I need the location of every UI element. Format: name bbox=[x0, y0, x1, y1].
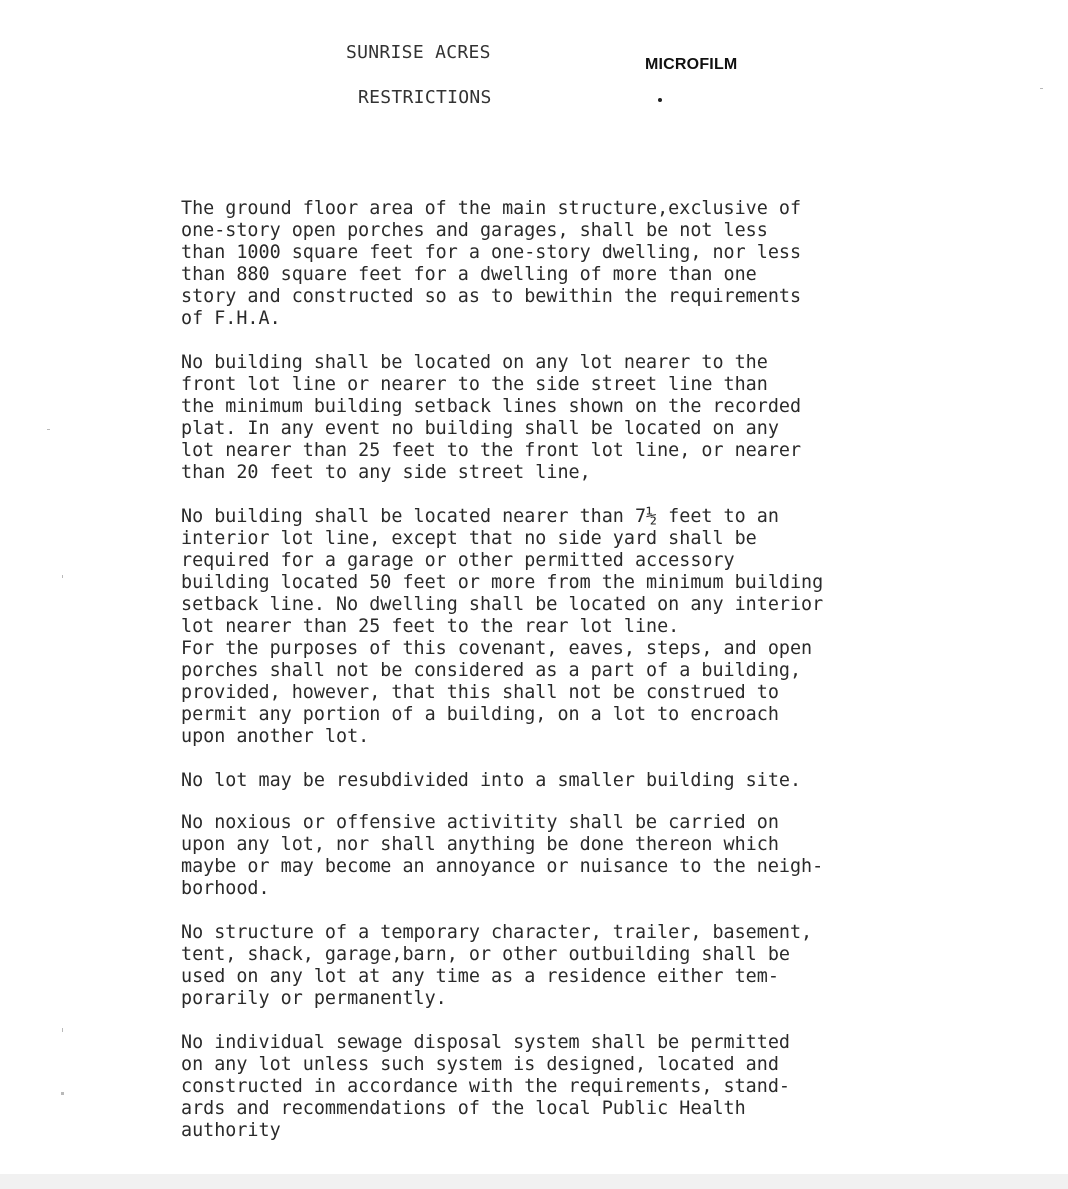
ink-speck bbox=[658, 98, 662, 102]
restriction-nuisance: No noxious or offensive activitity shall be carried on upon any lot, nor shall anything be done thereon which maybe or may become an annoyance or nuisance to the neigh- borhood. bbox=[181, 812, 824, 899]
scan-speck bbox=[62, 1028, 63, 1032]
restriction-front-setback: No building shall be located on any lot nearer to the front lot line or nearer to the side street line than the minimum building setback lines shown on the recorded plat. In any event no building shall be located on any lot nearer than 25 feet to the front lot line, or nearer than 20 feet to any side street line, bbox=[181, 352, 802, 483]
scan-speck bbox=[62, 575, 63, 578]
restrictions-body bbox=[181, 198, 941, 1142]
scan-speck bbox=[47, 429, 50, 430]
document-title: SUNRISE ACRES bbox=[346, 42, 491, 63]
scan-speck bbox=[1040, 88, 1043, 89]
document-subtitle: RESTRICTIONS bbox=[358, 87, 492, 108]
restriction-sewage: No individual sewage disposal system shall be permitted on any lot unless such system is designed, located and constructed in accordance with the requirements, stand- ards and recommendations of the local Public Health authority bbox=[181, 1032, 790, 1141]
microfilm-stamp: MICROFILM bbox=[645, 56, 738, 73]
scan-bottom-edge bbox=[0, 1174, 1068, 1189]
scan-speck bbox=[61, 1092, 64, 1095]
restriction-floor-area: The ground floor area of the main structure,exclusive of one-story open porches and garages, shall be not less than 1000 square feet for a one-story dwelling, nor less than 880 square feet for a dwelling of more than one story and constructed so as to bewithin the requirements of F.H.A. bbox=[181, 198, 802, 329]
restriction-resubdivision: No lot may be resubdivided into a smaller building site. bbox=[181, 770, 802, 791]
restriction-covenant-purposes: For the purposes of this covenant, eaves, steps, and open porches shall not be considered as a part of a building, provided, however, that this shall not be construed to permit any portion of a building, on a lot to encroach upon another lot. bbox=[181, 638, 813, 747]
restriction-side-yard: No building shall be located nearer than 7½ feet to an interior lot line, except that no side yard shall be required for a garage or other permitted accessory building located 50 feet or more from the minimum building setback line. No dwelling shall be located on any interior lot nearer than 25 feet to the rear lot line. bbox=[181, 506, 824, 637]
restriction-temporary-structures: No structure of a temporary character, trailer, basement, tent, shack, garage,barn, or other outbuilding shall be used on any lot at any time as a residence either tem- porarily or permanently. bbox=[181, 922, 813, 1009]
